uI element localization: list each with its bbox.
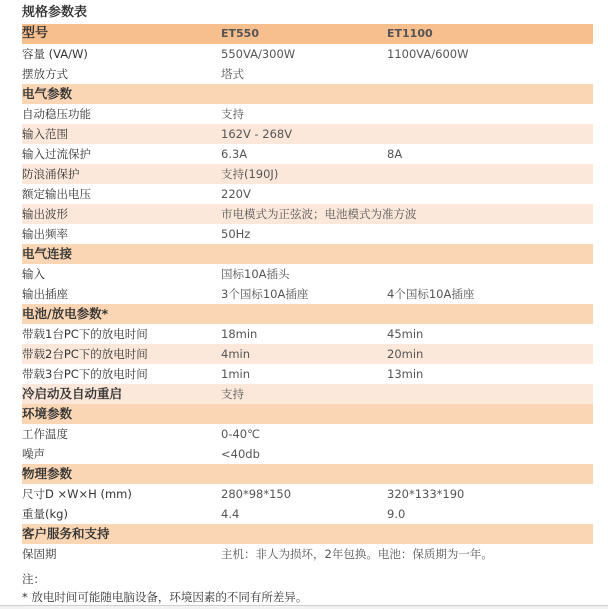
header-model-et550: ET550 [221, 27, 259, 40]
notes-heading: 注： [22, 572, 45, 586]
section-header-row [22, 244, 593, 264]
table-header-row [22, 24, 593, 44]
table-row [22, 204, 593, 224]
table-row [22, 64, 593, 84]
value-et550: 支持(190J) [221, 167, 279, 181]
value-et550: 550VA/300W [221, 47, 296, 61]
row-label: 自动稳压功能 [22, 107, 91, 121]
value-et1100: 8A [387, 147, 403, 161]
row-label: 电池/放电参数* [22, 306, 109, 321]
row-label: 物理参数 [22, 466, 73, 481]
table-row [22, 324, 593, 344]
section-header-row [22, 84, 593, 104]
table-row [22, 184, 593, 204]
table-row [22, 344, 593, 364]
value-et550: 4.4 [221, 507, 240, 521]
table-row [22, 444, 593, 464]
value-et550: 6.3A [221, 147, 248, 161]
section-header-row [22, 524, 593, 544]
table-row [22, 544, 593, 564]
value-et1100: 45min [387, 327, 424, 341]
row-label: 电气参数 [22, 86, 73, 101]
table-row [22, 504, 593, 524]
value-et550: 支持 [221, 107, 244, 121]
value-et1100: 1100VA/600W [387, 47, 469, 61]
spec-table [22, 24, 593, 564]
value-et550: 50Hz [221, 227, 251, 241]
value-et550: 0-40℃ [221, 427, 261, 441]
row-label: 带载2台PC下的放电时间 [22, 347, 148, 361]
section-header-row [22, 304, 593, 324]
row-label: 工作温度 [22, 427, 68, 441]
value-et550: <40db [221, 447, 260, 461]
value-et550: 国标10A插头 [221, 267, 290, 281]
value-et1100: 20min [387, 347, 424, 361]
row-label: 输出波形 [22, 207, 68, 221]
value-et550: 4min [221, 347, 251, 361]
note-item: * 放电时间可能随电脑设备，环境因素的不同有所差异。 [22, 590, 308, 604]
row-label: 输出频率 [22, 227, 68, 241]
value-et550: 18min [221, 327, 258, 341]
row-label: 尺寸D ×W×H (mm) [22, 487, 132, 501]
value-et1100: 320*133*190 [387, 487, 465, 501]
table-row [22, 424, 593, 444]
row-label: 重量(kg) [22, 507, 68, 521]
section-header-row [22, 404, 593, 424]
table-row [22, 124, 593, 144]
row-label: 防浪涌保护 [22, 167, 80, 181]
table-row [22, 364, 593, 384]
row-label: 噪声 [22, 447, 45, 461]
row-label: 容量 (VA/W) [22, 47, 88, 61]
value-et1100: 4个国标10A插座 [387, 287, 475, 301]
row-label: 额定输出电压 [22, 187, 91, 201]
row-label: 输入 [22, 267, 45, 281]
table-body [22, 44, 593, 564]
table-row [22, 164, 593, 184]
table-row [22, 44, 593, 64]
value-et550: 主机：非人为损坏，2年包换。电池：保质期为一年。 [221, 547, 493, 561]
value-et1100: 13min [387, 367, 424, 381]
table-row [22, 264, 593, 284]
value-et550: 支持 [221, 387, 244, 401]
table-row [22, 384, 593, 404]
table-row [22, 284, 593, 304]
header-label-model: 型号 [22, 26, 49, 41]
value-et550: 280*98*150 [221, 487, 292, 501]
row-label: 摆放方式 [22, 67, 68, 81]
value-et1100: 9.0 [387, 507, 406, 521]
row-label: 环境参数 [22, 406, 73, 421]
spec-table-title: 规格参数表 [22, 5, 88, 20]
row-label: 输出插座 [22, 287, 68, 301]
row-label: 冷启动及自动重启 [22, 386, 123, 401]
row-label: 保固期 [22, 547, 57, 561]
value-et550: 1min [221, 367, 251, 381]
row-label: 带载1台PC下的放电时间 [22, 327, 148, 341]
table-row [22, 144, 593, 164]
value-et550: 162V - 268V [221, 127, 293, 141]
table-row [22, 484, 593, 504]
notes [22, 570, 307, 606]
row-label: 输入过流保护 [22, 147, 91, 161]
row-label: 电气连接 [22, 246, 73, 261]
value-et550: 塔式 [221, 67, 244, 81]
value-et550: 3个国标10A插座 [221, 287, 309, 301]
value-et550: 220V [221, 187, 251, 201]
row-label: 输入范围 [22, 127, 68, 141]
row-label: 客户服务和支持 [22, 526, 110, 541]
table-row [22, 224, 593, 244]
value-et550: 市电模式为正弦波；电池模式为准方波 [221, 207, 417, 221]
header-model-et1100: ET1100 [387, 27, 433, 40]
section-header-row [22, 464, 593, 484]
row-label: 带载3台PC下的放电时间 [22, 367, 148, 381]
table-row [22, 104, 593, 124]
